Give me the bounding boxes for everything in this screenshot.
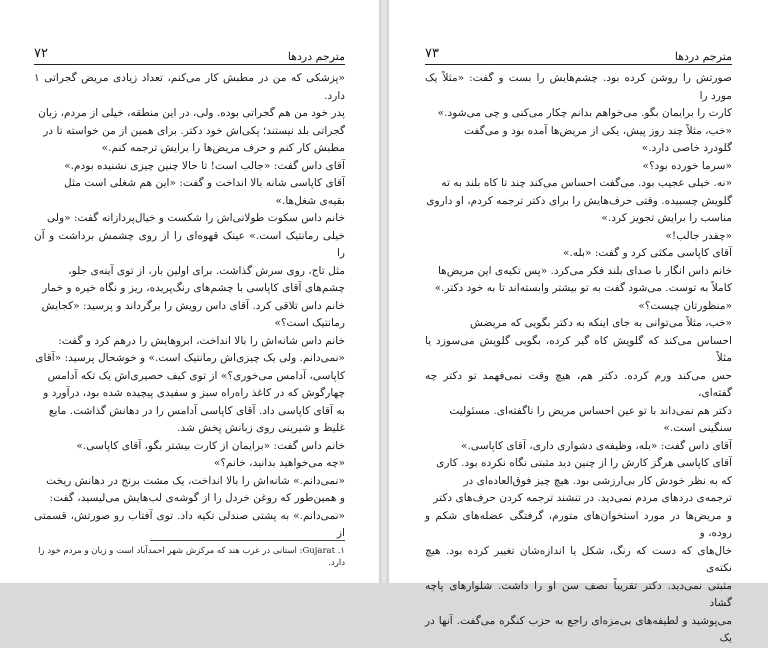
header-rule xyxy=(34,64,345,65)
running-head: مترجم دردها xyxy=(674,50,732,63)
text-line: «خب، مثلاً چند روز پیش، یکی از مریض‌ها آمده بود و می‌گفت xyxy=(463,124,732,137)
text-line: غلیظ و شیرینی روی زبانش پخش شد. xyxy=(177,422,345,434)
text-line: آقای کاپاسی هرگز کارش را از چنین دید مثبتی نگاه نکرده بود. کاری xyxy=(436,457,732,469)
text-line: مثل تاج، روی سرش گذاشت. برای اولین بار، از توی آینه‌ی جلو، xyxy=(68,264,345,277)
text-line: «نمی‌دانم.» به پشتی صندلی تکیه داد. توی آفتاب رو صورتش، قسمتی از xyxy=(34,509,345,539)
text-line: دکتر هم نمی‌داند با تو عین احساس مریض را ناگفته‌ای. مسئولیت xyxy=(449,404,732,417)
text-line: احساس می‌کند که گلویش کاه گیر کرده، بگویی گلویش می‌سوزد یا مثلاً xyxy=(425,334,732,364)
text-line: آقای کاپاسی شانه بالا انداخت و گفت: «این هم شغلی است مثل xyxy=(63,177,345,189)
text-line: «چه می‌خواهید بدانید، خانم؟» xyxy=(213,457,345,469)
text-line: سنگینی است.» xyxy=(663,422,732,434)
text-line: چشم‌های آقای کاپاسی با چشم‌های رنگ‌پریده، ریز و نگاه خیره و خمار xyxy=(42,282,345,294)
text-line: «نمی‌دانم. ولی یک چیزی‌اش رمانتیک است.» و خوشحال پرسید: «آقای xyxy=(35,352,345,364)
text-line: «منظورتان چیست؟» xyxy=(638,299,732,312)
text-line: کارت را برایمان بگو. می‌خواهم بدانم چکار می‌کنی و چی می‌شود.» xyxy=(437,107,732,119)
text-line: می‌پوشید و لطیفه‌های بی‌مزه‌ای راجع به حزب کنگره می‌گفت. آنها در یک xyxy=(425,614,732,644)
text-line: گلویش چسبیده. وقتی حرف‌هایش را برای دکتر ترجمه کردم، او داروی xyxy=(426,194,732,207)
text-line: مثبتی نمی‌دید. دکتر تقریباً نصف سن او را داشت. شلوارهای پاچه گشاد xyxy=(425,579,732,609)
text-line: صورتش را روشن کرده بود. چشم‌هایش را بست و گفت: «مثلاً یک مورد را xyxy=(425,72,732,102)
text-line: و همین‌طور که روغن خردل را از گوشه‌ی لب‌هایش می‌لیسید، گفت: xyxy=(49,492,345,504)
text-line: «سرما خورده بود؟» xyxy=(642,159,732,172)
text-line: و مریض‌ها در مورد استخوان‌های متورم، گرفتگی عضله‌های شکم و روده، و xyxy=(425,509,732,539)
text-line: آقای داس گفت: «جالب است! تا حالا چنین چیزی نشنیده بودم.» xyxy=(64,159,345,172)
text-line: مطبش کار کنم و حرف مریض‌ها را برایش ترجمه کنم.» xyxy=(101,142,345,154)
page-number: ۷۲ xyxy=(34,46,48,61)
left-page xyxy=(0,0,379,583)
text-line: «پزشکی که من در مطبش کار می‌کنم، تعداد زیادی مریض گجراتی ۱ دارد. xyxy=(34,72,345,102)
text-line: خانم داس انگار با صدای بلند فکر می‌کرد. «پس تکیه‌ی این مریض‌ها xyxy=(437,264,732,277)
page-body xyxy=(425,70,732,648)
text-line: گجراتی بلد نیستند؛ پکی‌اش خود دکتر. برای همین از من خواسته تا در xyxy=(43,124,345,137)
text-line: خانم داس شانه‌اش را بالا انداخت، ابروهایش را درهم کرد و گفت: xyxy=(58,334,345,347)
text-line: «نمی‌دانم.» شانه‌اش را بالا انداخت، یک مشت برنج در دهانش ریخت xyxy=(46,474,345,487)
text-line: کاملاً به توست. می‌شود گفت به تو بیشتر وابسته‌اند تا به خود دکتر.» xyxy=(434,282,732,294)
text-line: آقای داس گفت: «بله، وظیفه‌ی دشواری داری، آقای کاپاسی.» xyxy=(461,439,732,452)
text-line: گلودرد خاصی دارد.» xyxy=(641,142,732,154)
text-line: بقیه‌ی شغل‌ها.» xyxy=(275,194,345,207)
text-line: «چقدر جالب!» xyxy=(665,229,732,242)
text-line: حس می‌کند ورم کرده. دکتر هم، هیچ وقت نمی‌فهمد تو دکتر چه گفته‌ای، xyxy=(425,369,732,399)
text-line: چهارگوش که در کاغذ راه‌راه سبز و سفیدی پیچیده شده بود، درآورد و xyxy=(43,387,345,399)
running-head: مترجم دردها xyxy=(287,50,345,63)
text-line: خانم داس گفت: «برایمان از کارت بیشتر بگو، آقای کاپاسی.» xyxy=(76,439,345,452)
text-line: که به نظر خودش کار بی‌ارزشی بود. هیچ چیز فوق‌العاده‌ای در xyxy=(463,474,732,487)
text-line: خانم داس تلاقی کرد. آقای داس رویش را برگرداند و پرسید: «کجایش xyxy=(41,299,345,312)
footnote-rule xyxy=(150,540,345,541)
text-line: خانم داس سکوت طولانی‌اش را شکست و خیال‌پردازانه گفت: «ولی xyxy=(46,212,345,224)
right-page xyxy=(389,0,768,644)
text-line: آقای کاپاسی مکثی کرد و گفت: «بله.» xyxy=(563,247,732,259)
header-rule xyxy=(425,64,732,65)
text-line: مناسب را برایش تجویز کرد.» xyxy=(601,212,732,224)
text-line: «نه. خیلی عجیب بود. می‌گفت احساس می‌کند چند تا کاه بلند به ته xyxy=(441,177,732,189)
page-number: ۷۳ xyxy=(425,46,439,61)
text-line: به آقای کاپاسی داد. آقای کاپاسی آدامس را در دهانش گذاشت. مایع xyxy=(48,404,345,417)
text-line: خال‌های که دست که رنگ، شکل یا اندازه‌شان تغییر کرده بود. هیچ نکته‌ی xyxy=(425,544,732,574)
text-line: خیلی رمانتیک است.» عینک قهوه‌ای را از روی چشمش برداشت و آن را xyxy=(34,229,345,259)
text-line: رمانتیک است؟» xyxy=(274,317,345,329)
text-line: پدر خود من هم گجراتی بوده. ولی، در این منطقه، خیلی از مردم، زبان xyxy=(38,107,345,119)
text-line: ترجمه‌ی دردهای مردم نمی‌دید. در تنشند ترجمه کردن حرف‌های دکتر xyxy=(433,492,732,504)
footnote: ۱. Gujarat: استانی در غرب هند که مرکزش شهر احمدآباد است و زبان و مردم خود را دارد. xyxy=(38,546,345,568)
text-line: کاپاسی، آدامس می‌خوری؟» از توی کیف حصیری‌اش یک تکه آدامس xyxy=(47,369,345,382)
page-body xyxy=(34,70,345,543)
book-gutter xyxy=(379,0,389,583)
text-line: «خب، مثلاً می‌توانی به جای اینکه به دکتر بگویی که مریضش xyxy=(469,317,732,329)
